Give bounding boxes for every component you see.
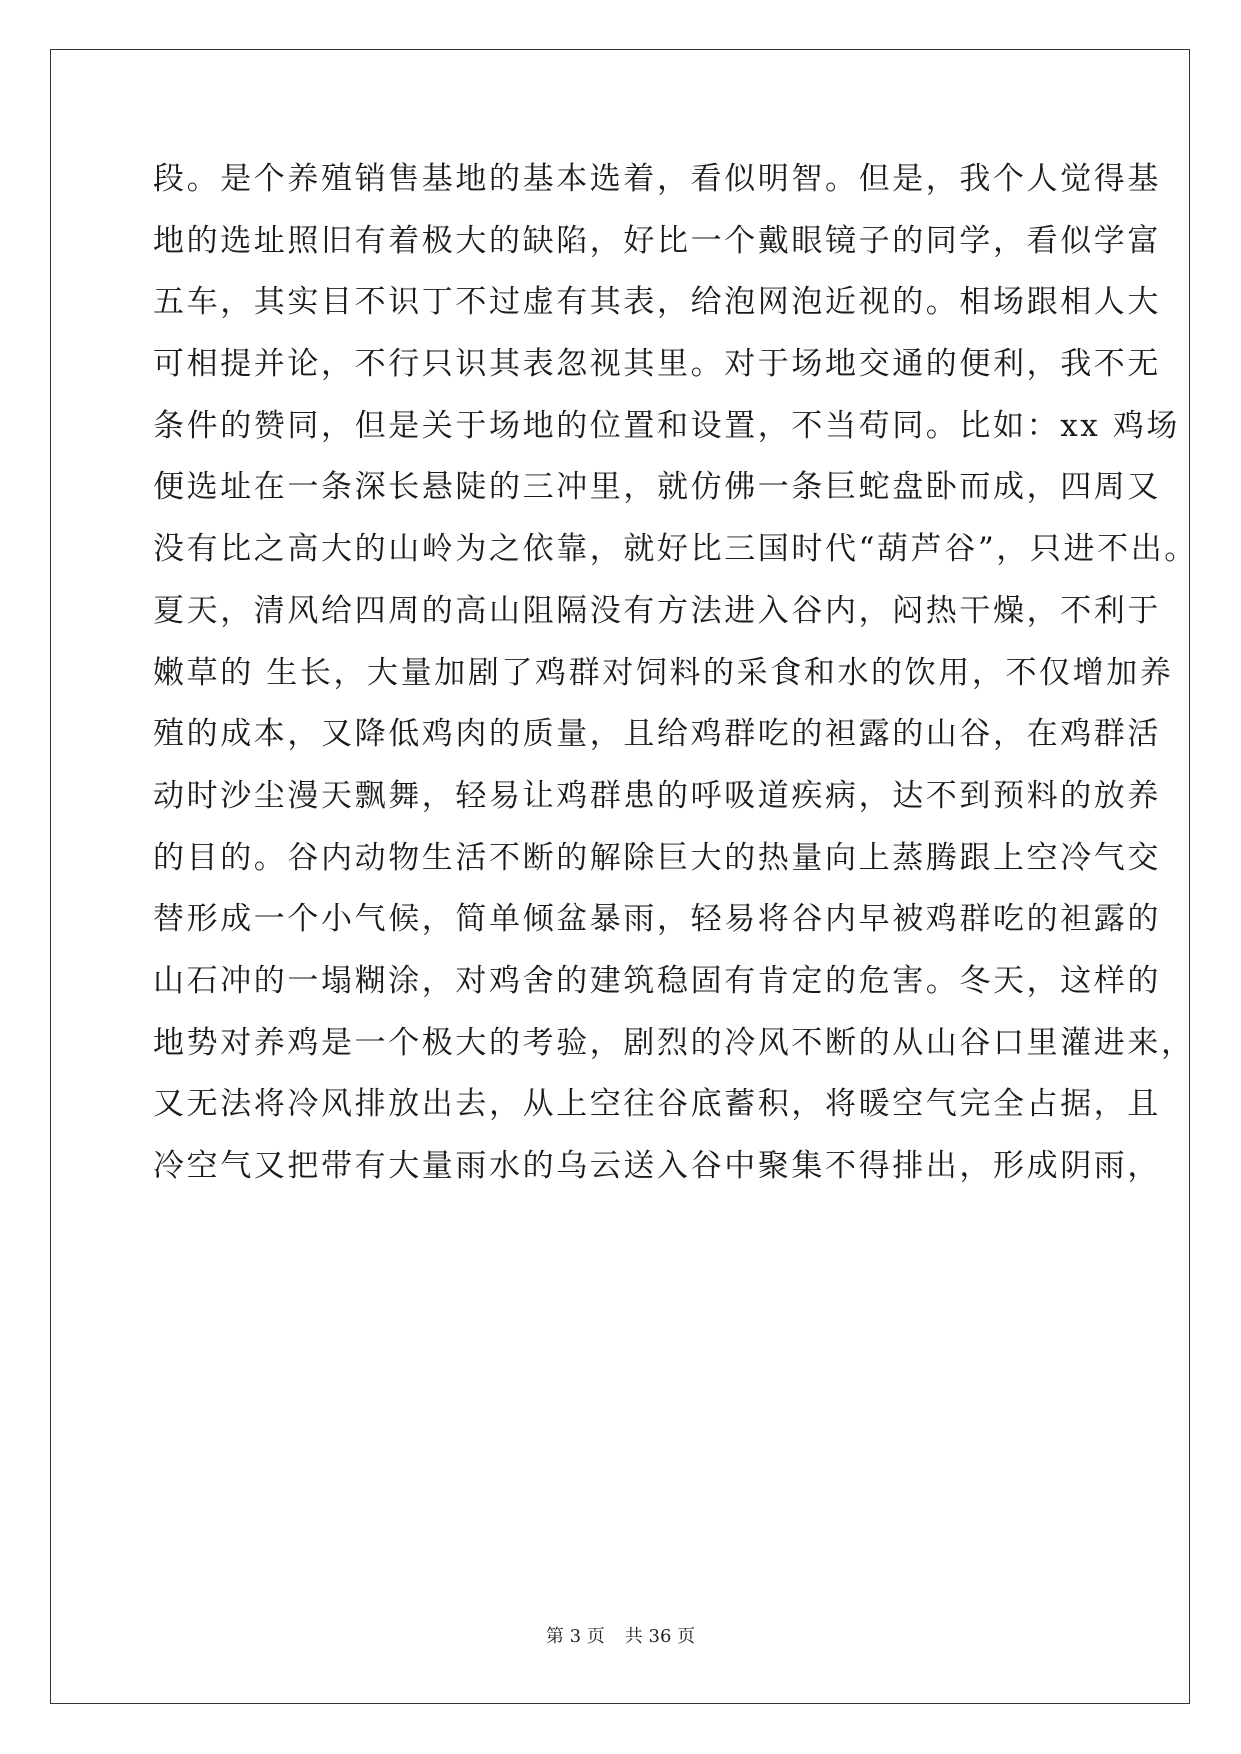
text-line: 没有比之高大的山岭为之依靠，就好比三国时代“葫芦谷”，只进不出。 (153, 531, 1198, 568)
text-line: 又无法将冷风排放出去，从上空往谷底蓄积，将暖空气完全占据，且 (153, 1086, 1161, 1123)
text-line: 段。是个养殖销售基地的基本选着，看似明智。但是，我个人觉得基 (153, 161, 1161, 197)
text-line: 地势对养鸡是一个极大的考验，剧烈的冷风不断的从山谷口里灌进来， (153, 1024, 1195, 1061)
text-line: 的目的。谷内动物生活不断的解除巨大的热量向上蒸腾跟上空冷气交 (153, 839, 1161, 876)
text-line: 殖的成本，又降低鸡肉的质量，且给鸡群吃的袒露的山谷，在鸡群活 (153, 716, 1161, 753)
text-line: 冷空气又把带有大量雨水的乌云送入谷中聚集不得排出，形成阴雨， (153, 1148, 1161, 1184)
text-line: 地的选址照旧有着极大的缺陷，好比一个戴眼镜子的同学，看似学富 (153, 222, 1161, 259)
text-line: 替形成一个小气候，简单倾盆暴雨，轻易将谷内早被鸡群吃的袒露的 (153, 901, 1161, 938)
text-line: 条件的赞同，但是关于场地的位置和设置，不当苟同。比如：xx 鸡场 (153, 407, 1181, 444)
text-line: 可相提并论，不行只识其表忽视其里。对于场地交通的便利，我不无 (153, 346, 1161, 383)
body-text (153, 161, 1198, 1211)
page-footer (0, 1626, 1241, 1648)
text-line: 夏天，清风给四周的高山阻隔没有方法进入谷内，闷热干燥，不利于 (153, 592, 1161, 629)
text-line: 嫩草的 生长，大量加剧了鸡群对饲料的采食和水的饮用，不仅增加养 (153, 654, 1174, 691)
text-line: 山石冲的一塌糊涂，对鸡舍的建筑稳固有肯定的危害。冬天，这样的 (153, 962, 1161, 999)
page-total: 共 36 页 (624, 1626, 696, 1647)
text-line: 动时沙尘漫天飘舞，轻易让鸡群患的呼吸道疾病，达不到预料的放养 (153, 777, 1161, 814)
page-number: 第 3 页 (545, 1626, 605, 1647)
text-line: 便选址在一条深长悬陡的三冲里，就仿佛一条巨蛇盘卧而成，四周又 (153, 469, 1161, 506)
text-line: 五车，其实目不识丁不过虚有其表，给泡网泡近视的。相场跟相人大 (153, 284, 1161, 321)
